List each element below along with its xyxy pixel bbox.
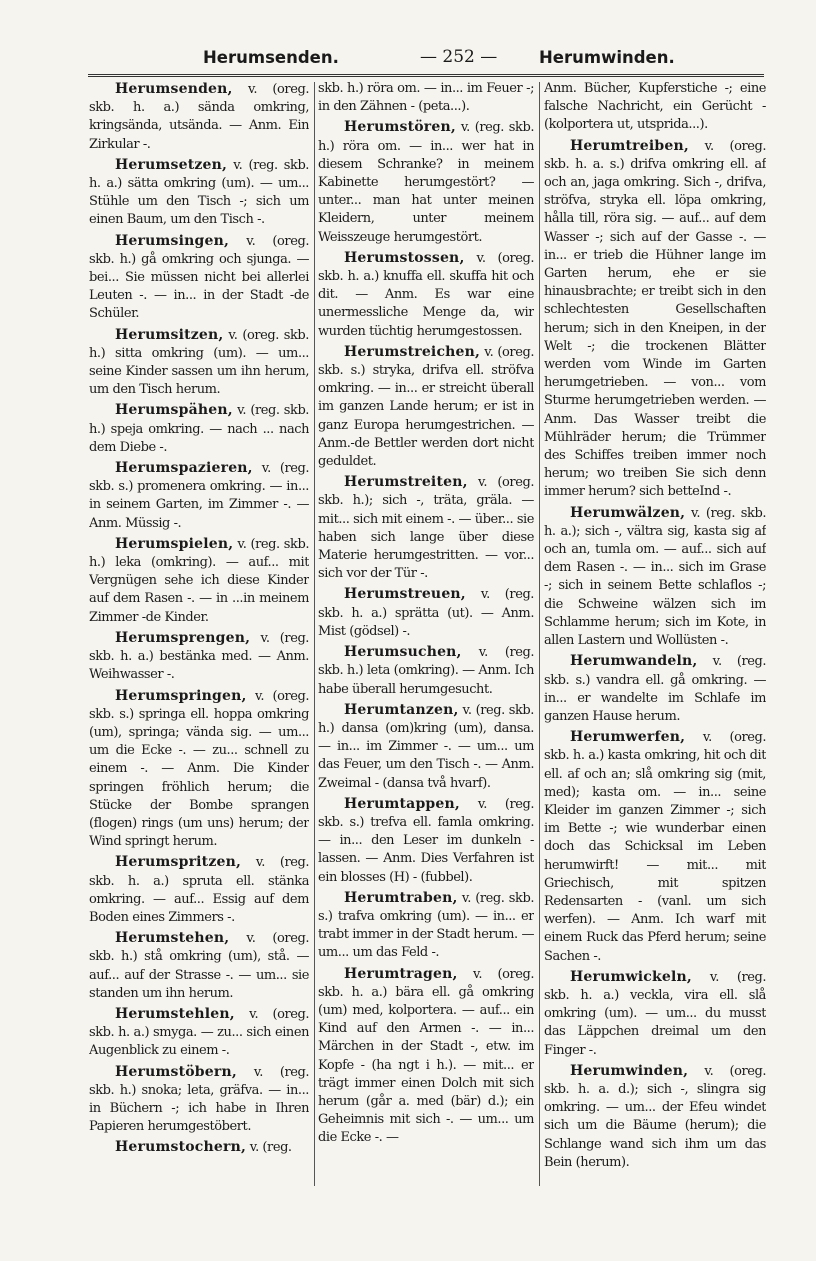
entry-headword: Herumstören, bbox=[344, 119, 456, 136]
entry-definition: v. (oreg. skb. h. a.) knuffa ell. skuffa hit och dit. — Anm. Es war eine unermessliche Menge da, wir wurden tüchtig herumgestossen. bbox=[318, 250, 534, 339]
dictionary-entry bbox=[89, 459, 309, 533]
dictionary-entry bbox=[89, 1138, 309, 1157]
entry-definition: Anm. Bücher, Kupferstiche -; eine falsche Nachricht, ein Gerücht - (kolportera ut, utsprida...). bbox=[544, 81, 766, 133]
column-divider bbox=[314, 82, 315, 1186]
entry-headword: Herumtragen, bbox=[344, 965, 458, 982]
entry-headword: Herumstöbern, bbox=[115, 1063, 237, 1080]
dictionary-entry bbox=[89, 80, 309, 154]
header-rule bbox=[88, 76, 764, 77]
entry-definition: v. (reg. skb. s.) trefva ell. famla omkring. — in... den Leser im dunkeln - lassen. — Anm. Dies Verfahren ist ein blosses (H) - (fubbel). bbox=[318, 796, 534, 885]
entry-definition: v. (reg. skb. h.) snoka; leta, gräfva. — in... in Büchern -; ich habe in Ihren Papieren herumgestöbert. bbox=[89, 1064, 309, 1135]
entry-definition: v. (reg. skb. h. a.) veckla, vira ell. slå omkring (um). — um... du musst das Läppchen dreimal um den Finger -. bbox=[544, 969, 766, 1058]
column-2 bbox=[318, 80, 534, 1188]
dictionary-entry bbox=[89, 629, 309, 685]
dictionary-entry bbox=[318, 473, 534, 583]
dictionary-entry bbox=[544, 1062, 766, 1172]
dictionary-entry bbox=[89, 326, 309, 400]
entry-definition: v. (oreg. skb. h.) gå omkring och sjunga. — bei... Sie müssen nicht bei allerlei Leuten -. — in... in der Stadt -de Schüler. bbox=[89, 233, 309, 322]
column-3 bbox=[544, 80, 766, 1188]
dictionary-entry bbox=[544, 728, 766, 966]
dictionary-entry bbox=[318, 889, 534, 963]
entry-headword: Herumspazieren, bbox=[115, 460, 253, 477]
entry-definition: v. (oreg. skb. h. a.) kasta omkring, hit och dit ell. af och an; slå omkring sig (mit, med); kasta om. — in... seine Kleider im ganzen Zimmer -; sich im Bette -; wie wunderbar einen doch das Schicksal im Leben herumwirft! — mit... mit Griechisch, mit spitzen Redensarten - (vanl. um sich werfen). — Anm. Ich warf mit einem Ruck das Pferd herum; seine Sachen -. bbox=[544, 730, 766, 964]
entry-definition: v. (oreg. skb. h. a. s.) drifva omkring ell. af och an, jaga omkring. Sich -, drifva, ströfva, stryka ell. löpa omkring, hålla till, röra sig. — auf... auf dem Wasser -; sich auf der Gasse -. — in... er trieb die Hühner lange im Garten herum, ehe er sie hinausbrachte; er treibt sich in den schlechtesten Gesellschaften herum; sich in den Kneipen, in der Welt -; die trockenen Blätter werden vom Winde im Garten herumgetrieben. — von... vom Sturme herumgetrieben werden. — Anm. Das Wasser treibt die Mühlräder herum; die Trümmer des Schiffes treiben immer noch herum; wo treiben Sie sich denn immer herum? sich betteInd -. bbox=[544, 138, 766, 500]
dictionary-entry bbox=[89, 401, 309, 457]
dictionary-entry bbox=[544, 504, 766, 651]
dictionary-entry bbox=[89, 232, 309, 324]
entry-definition: v. (oreg. skb. h.) stå omkring (um), stå. — auf... auf der Strasse -. — um... sie standen um ihn herum. bbox=[89, 931, 309, 1001]
entry-definition: v. (reg. skb. s.) vandra ell. gå omkring. — in... er wandelte im Schlafe im ganzen Hause herum. bbox=[544, 654, 766, 724]
running-header bbox=[88, 44, 776, 72]
dictionary-entry bbox=[318, 585, 534, 641]
header-left-word: Herumsenden. bbox=[203, 48, 339, 67]
entry-definition: v. (oreg. skb. h.); sich -, träta, gräla. — mit... sich mit einem -. — über... sie haben sich lange über diese Materie herumgestritten. — vor... sich vor der Tür -. bbox=[318, 475, 534, 582]
header-rule bbox=[88, 74, 764, 75]
entry-headword: Herumsingen, bbox=[115, 232, 230, 249]
dictionary-entry bbox=[89, 535, 309, 627]
dictionary-entry bbox=[318, 118, 534, 246]
dictionary-entry bbox=[318, 701, 534, 793]
dictionary-entry bbox=[544, 652, 766, 726]
entry-definition: v. (reg. skb. h.) leka (omkring). — auf... mit Vergnügen sehe ich diese Kinder auf dem Rasen -. — in ...in meinem Zimmer -de Kinder. bbox=[89, 536, 309, 625]
entry-definition: v. (reg. skb. h. a.); sich -, vältra sig, kasta sig af och an, tumla om. — auf... sich auf dem Rasen -. — in... sich im Grase -; sich in seinem Bette schlaflos -; die Schweine wälzen sich im Schlamme herum; sich im Kote, in allen Lastern und Wollüsten -. bbox=[544, 505, 766, 649]
dictionary-entry bbox=[544, 137, 766, 502]
entry-headword: Herumstehen, bbox=[115, 930, 230, 947]
entry-definition: v. (reg. bbox=[249, 1140, 292, 1156]
entry-definition: v. (reg. skb. h. a.) bestänka med. — Anm. Weihwasser -. bbox=[89, 630, 309, 683]
entry-definition: v. (reg. skb. h.) dansa (om)kring (um), dansa. — in... im Zimmer -. — um... um das Feuer, um den Tisch -. — Anm. Zweimal - (dansa två hvarf). bbox=[318, 702, 534, 791]
entry-headword: Herumtreiben, bbox=[570, 137, 689, 154]
entry-definition: v. (reg. skb. h.) leta (omkring). — Anm. Ich habe überall herumgesucht. bbox=[318, 645, 534, 697]
dictionary-entry bbox=[89, 1005, 309, 1061]
entry-headword: Herumspähen, bbox=[115, 402, 233, 419]
entry-headword: Herumwerfen, bbox=[570, 729, 686, 746]
dictionary-entry bbox=[89, 1063, 309, 1137]
dictionary-entry bbox=[89, 853, 309, 927]
dictionary-entry bbox=[544, 968, 766, 1060]
entry-headword: Herumwandeln, bbox=[570, 653, 698, 670]
entry-headword: Herumwinden, bbox=[570, 1062, 689, 1079]
entry-headword: Herumspringen, bbox=[115, 687, 247, 704]
entry-definition: v. (reg. skb. h. a.) sprätta (ut). — Anm. Mist (gödsel) -. bbox=[318, 587, 534, 639]
column-1 bbox=[89, 80, 309, 1188]
entry-definition: v. (oreg. skb. s.) stryka, drifva ell. ströfva omkring. — in... er streicht überall im ganzen Lande herum; er ist in ganz Europa herumgestrichen. — Anm.-de Bettler werden dort nicht geduldet. bbox=[318, 344, 534, 470]
entry-definition: v. (oreg. skb. h. a. d.); sich -, slingra sig omkring. — um... der Efeu windet sich um die Bäume (herum); die Schlange wand sich ihm um das Bein (herum). bbox=[544, 1063, 766, 1170]
entry-definition: v. (reg. skb. h. a.) sätta omkring (um). — um... Stühle um den Tisch -; sich um einen Baum, um den Tisch -. bbox=[89, 157, 309, 228]
entry-headword: Herumsprengen, bbox=[115, 629, 251, 646]
entry-definition: v. (oreg. skb. s.) springa ell. hoppa omkring (um), springa; vända sig. — um... um die Ecke -. — zu... schnell zu einem -. — Anm. Die Kinder springen fröhlich herum; die Stücke der Bombe sprangen (flogen) rings (um uns) herum; der Wind springt herum. bbox=[89, 688, 309, 850]
entry-headword: Herumstehlen, bbox=[115, 1005, 235, 1022]
dictionary-entry bbox=[318, 343, 534, 471]
entry-headword: Herumtraben, bbox=[344, 889, 458, 906]
header-right-word: Herumwinden. bbox=[539, 48, 675, 67]
entry-definition: v. (oreg. skb. h.) sitta omkring (um). — um... seine Kinder sassen um ihn herum, um den Tisch herum. bbox=[89, 327, 309, 398]
entry-definition: v. (reg. skb. h.) röra om. — in... wer hat in diesem Schranke? in meinem Kabinette herumgestört? — unter... man hat unter meinen Kleidern, unter meinem Weisszeuge herumgestört. bbox=[318, 120, 534, 245]
entry-headword: Herumspritzen, bbox=[115, 854, 242, 871]
dictionary-entry bbox=[89, 156, 309, 230]
entry-headword: Herumsenden, bbox=[115, 81, 233, 97]
column-divider bbox=[539, 82, 540, 1186]
entry-headword: Herumsitzen, bbox=[115, 326, 224, 343]
entry-headword: Herumstreichen, bbox=[344, 343, 481, 360]
entry-definition: v. (reg. skb. s.) trafva omkring (um). — in... er trabt immer in der Stadt herum. — um... um das Feld -. bbox=[318, 890, 534, 961]
entry-headword: Herumstossen, bbox=[344, 249, 465, 266]
dictionary-entry bbox=[318, 643, 534, 699]
dictionary-entry bbox=[318, 795, 534, 887]
entry-definition: v. (reg. skb. h.) speja omkring. — nach ... nach dem Diebe -. bbox=[89, 403, 309, 455]
entry-headword: Herumspielen, bbox=[115, 535, 234, 552]
entry-headword: Herumsuchen, bbox=[344, 644, 462, 661]
dictionary-entry bbox=[544, 80, 766, 135]
entry-headword: Herumtanzen, bbox=[344, 701, 459, 718]
page-number: — 252 — bbox=[420, 47, 498, 67]
entry-headword: Herumsetzen, bbox=[115, 156, 228, 173]
entry-definition: v. (reg. skb. h. a.) spruta ell. stänka omkring. — auf... Essig auf dem Boden eines Zimmers -. bbox=[89, 855, 309, 925]
entry-headword: Herumtappen, bbox=[344, 795, 460, 812]
entry-headword: Herumstochern, bbox=[115, 1139, 247, 1156]
entry-definition: skb. h.) röra om. — in... im Feuer -; in den Zähnen - (peta...). bbox=[318, 81, 534, 115]
dictionary-entry bbox=[89, 929, 309, 1003]
entry-headword: Herumwickeln, bbox=[570, 968, 692, 985]
dictionary-entry bbox=[318, 249, 534, 341]
entry-definition: v. (reg. skb. s.) promenera omkring. — in... in seinem Garten, im Zimmer -. — Anm. Müssig -. bbox=[89, 461, 309, 531]
dictionary-entry bbox=[318, 965, 534, 1148]
entry-definition: v. (oreg. skb. h. a.) smyga. — zu... sich einen Augenblick zu einem -. bbox=[89, 1006, 309, 1059]
entry-headword: Herumstreuen, bbox=[344, 586, 466, 603]
entry-definition: v. (oreg. skb. h. a.) sända omkring, kringsända, utsända. — Anm. Ein Zirkular -. bbox=[89, 82, 309, 152]
entry-definition: v. (oreg. skb. h. a.) bära ell. gå omkring (um) med, kolportera. — auf... ein Kind auf den Armen -. — in... Märchen in der Stadt -, etw. im Kopfe - (ha ngt i h.). — mit... er trägt immer einen Dolch mit sich herum (går a. med (bär) d.); ein Geheimnis mit sich -. — um... um die Ecke -. — bbox=[318, 966, 534, 1146]
dictionary-entry bbox=[318, 80, 534, 116]
dictionary-entry bbox=[89, 687, 309, 852]
entry-headword: Herumstreiten, bbox=[344, 474, 468, 491]
entry-headword: Herumwälzen, bbox=[570, 504, 686, 521]
